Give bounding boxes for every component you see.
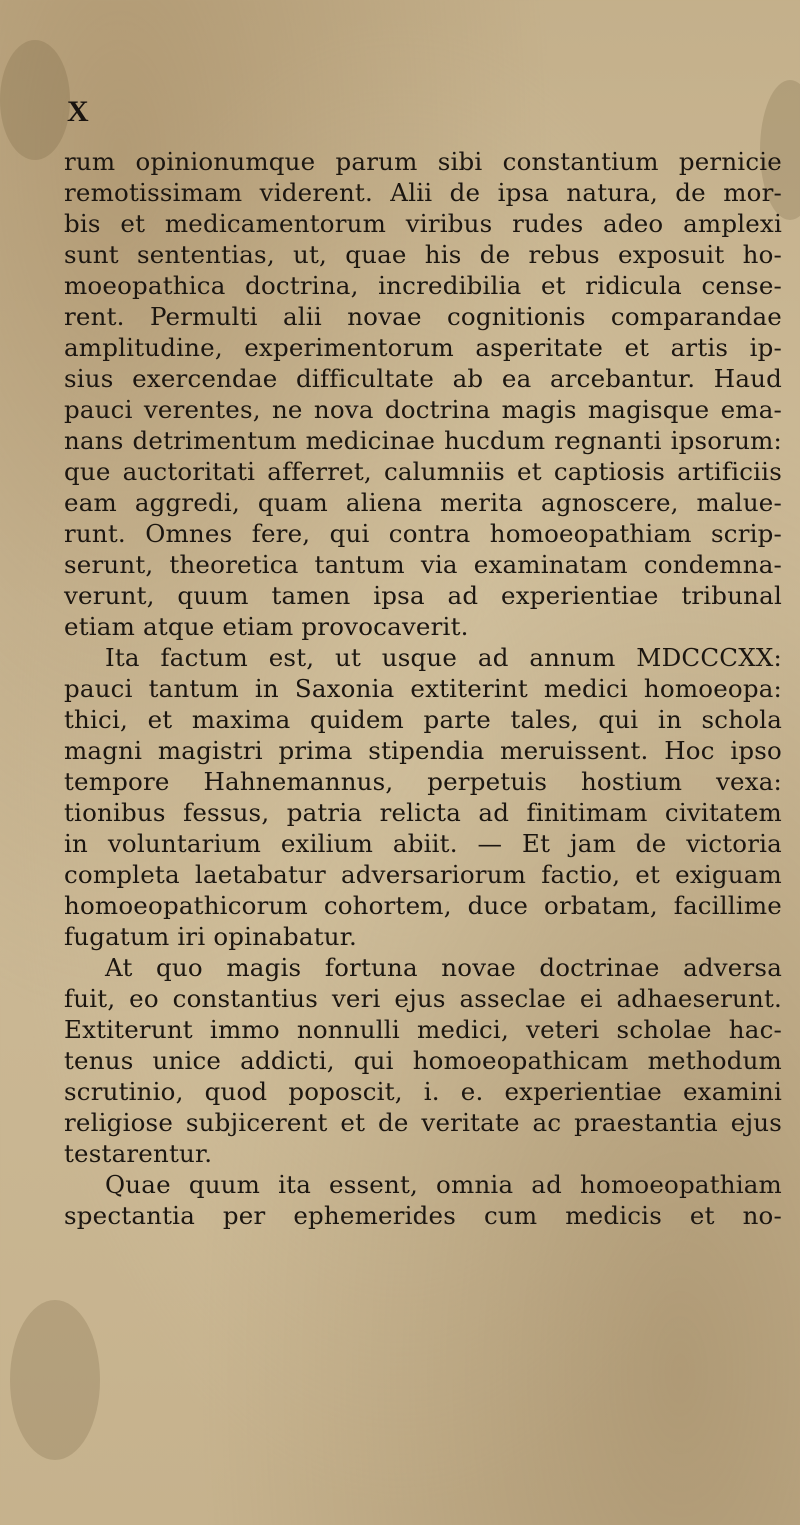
text-line: scrutinio, quod poposcit, i. e. experientiae examini	[64, 1077, 782, 1106]
text-line: bis et medicamentorum viribus rudes adeo amplexi	[64, 209, 782, 238]
text-line: moeopathica doctrina, incredibilia et ridicula cense-	[64, 271, 782, 300]
text-line: religiose subjicerent et de veritate ac praestantia ejus	[64, 1108, 782, 1137]
text-line: sunt sententias, ut, quae his de rebus exposuit ho-	[64, 240, 782, 269]
paper-stain	[0, 40, 70, 160]
text-line: in voluntarium exilium abiit. — Et jam de victoria	[64, 829, 782, 858]
text-line: verunt, quum tamen ipsa ad experientiae tribunal	[64, 581, 782, 610]
text-line: remotissimam viderent. Alii de ipsa natura, de mor-	[64, 178, 782, 207]
text-line: thici, et maxima quidem parte tales, qui in schola	[64, 705, 782, 734]
paragraph-end-line: etiam atque etiam provocaverit.	[64, 612, 469, 641]
body-text	[64, 146, 782, 1231]
text-line: homoeopathicorum cohortem, duce orbatam, facillime	[64, 891, 782, 920]
text-line: runt. Omnes fere, qui contra homoeopathiam scrip-	[64, 519, 782, 548]
text-line: serunt, theoretica tantum via examinatam condemna-	[64, 550, 782, 579]
paragraph-start-line: At quo magis fortuna novae doctrinae adversa	[105, 953, 782, 982]
text-line: magni magistri prima stipendia meruissent. Hoc ipso	[64, 736, 782, 765]
text-line: amplitudine, experimentorum asperitate et artis ip-	[64, 333, 782, 362]
paragraph-end-line: fugatum iri opinabatur.	[64, 922, 357, 951]
text-line: pauci verentes, ne nova doctrina magis magisque ema-	[64, 395, 782, 424]
text-line: sius exercendae difficultate ab ea arcebantur. Haud	[64, 364, 782, 393]
paragraph-start-line: Quae quum ita essent, omnia ad homoeopathiam	[105, 1170, 782, 1199]
text-line: tempore Hahnemannus, perpetuis hostium vexa:	[64, 767, 782, 796]
text-line: tenus unice addicti, qui homoeopathicam methodum	[64, 1046, 782, 1075]
text-line: rent. Permulti alii novae cognitionis comparandae	[64, 302, 782, 331]
paper-stain	[10, 1300, 100, 1460]
paragraph-start-line: Ita factum est, ut usque ad annum MDCCCXX:	[105, 643, 782, 672]
text-line: Extiterunt immo nonnulli medici, veteri scholae hac-	[64, 1015, 782, 1044]
paragraph-end-line: testarentur.	[64, 1139, 213, 1168]
text-line: rum opinionumque parum sibi constantium pernicie	[64, 147, 782, 176]
text-line: pauci tantum in Saxonia extiterint medici homoeopa:	[64, 674, 782, 703]
page-signature-mark: X	[67, 95, 89, 128]
text-line: fuit, eo constantius veri ejus asseclae ei adhaeserunt.	[64, 984, 782, 1013]
text-line: eam aggredi, quam aliena merita agnoscere, malue-	[64, 488, 782, 517]
text-line: completa laetabatur adversariorum factio, et exiguam	[64, 860, 782, 889]
text-line: spectantia per ephemerides cum medicis et no-	[64, 1201, 782, 1230]
text-line: nans detrimentum medicinae hucdum regnanti ipsorum:	[64, 426, 782, 455]
text-line: que auctoritati afferret, calumniis et captiosis artificiis	[64, 457, 782, 486]
text-line: tionibus fessus, patria relicta ad finitimam civitatem	[64, 798, 782, 827]
